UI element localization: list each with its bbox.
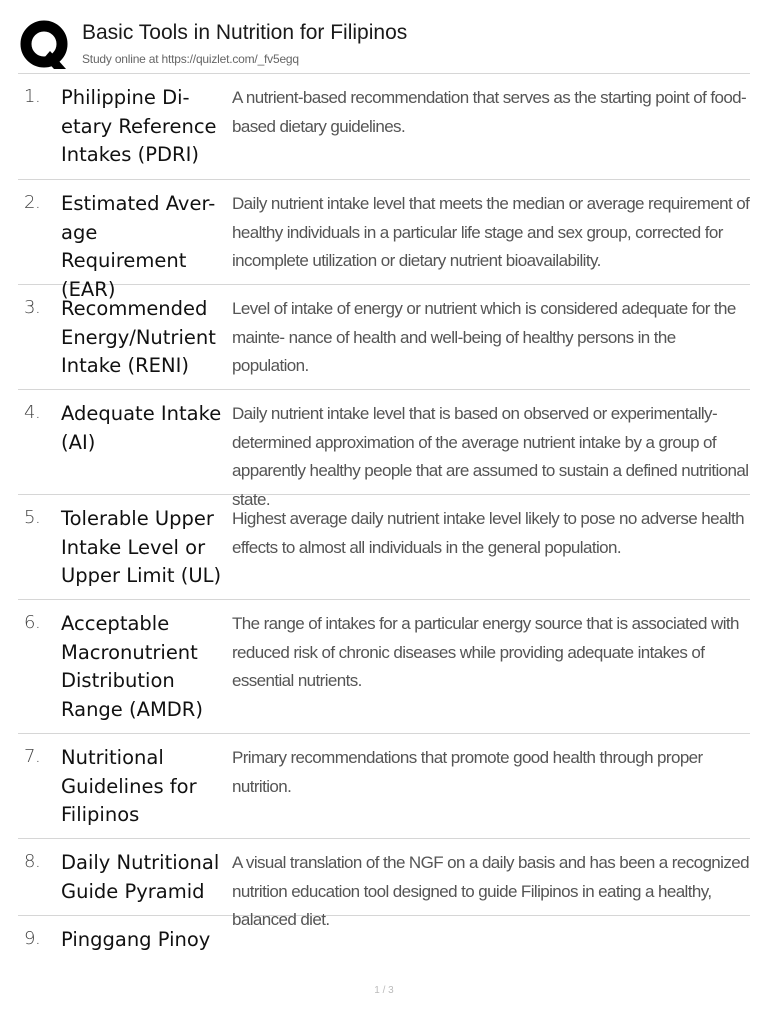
item-number: 4. <box>24 402 41 423</box>
list-item <box>18 390 750 509</box>
list-item <box>18 495 750 600</box>
item-number: 2. <box>24 192 41 213</box>
term: Philippine Di- etary Reference Intakes (PDRI) <box>61 86 217 166</box>
definition: Daily nutrient intake level that is based on observed or experimentally-determined approximation of the average nutrient intake by a group of apparently healthy people that are assumed to sustain a defined nutritional state. <box>232 404 749 509</box>
definition: Level of intake of energy or nutrient which is considered adequate for the mainte- nance of health and well-being of healthy persons in the population. <box>232 299 736 375</box>
item-number: 6. <box>24 612 41 633</box>
definition: Daily nutrient intake level that meets the median or average requirement of healthy individuals in a particular life stage and sex group, corrected for incomplete utilization or dietary nutrient bioavailability. <box>232 194 750 270</box>
item-number: 7. <box>24 746 41 767</box>
item-number: 3. <box>24 297 41 318</box>
list-item <box>18 180 750 301</box>
term: Nutritional Guidelines for Filipinos <box>61 746 197 826</box>
item-number: 9. <box>24 928 41 949</box>
definition: Primary recommendations that promote good health through proper nutrition. <box>232 748 703 796</box>
term: Adequate Intake (AI) <box>61 402 222 454</box>
page-indicator: 1 / 3 <box>374 985 394 996</box>
page-title: Basic Tools in Nutrition for Filipinos <box>82 21 408 44</box>
definition: Highest average daily nutrient intake level likely to pose no adverse health effects to almost all individuals in the general population. <box>232 509 744 557</box>
term: Recommended Energy/Nutrient Intake (RENI) <box>61 297 216 377</box>
item-number: 1. <box>24 86 41 107</box>
list-item <box>18 74 750 180</box>
term: Pinggang Pinoy <box>61 928 211 951</box>
definition: A visual translation of the NGF on a daily basis and has been a recognized nutrition education tool designed to guide Filipinos in eating a healthy, balanced diet. <box>232 853 749 929</box>
item-number: 5. <box>24 507 41 528</box>
item-number: 8. <box>24 851 41 872</box>
term: Daily Nutritional Guide Pyramid <box>61 851 220 903</box>
quizlet-logo-icon[interactable] <box>20 20 70 70</box>
flashcard-list <box>18 74 750 976</box>
list-item <box>18 916 750 976</box>
list-item <box>18 600 750 734</box>
definition: The range of intakes for a particular energy source that is associated with reduced risk of chronic diseases while providing adequate intakes of essential nutrients. <box>232 614 739 690</box>
list-item <box>18 839 750 929</box>
term: Tolerable Upper Intake Level or Upper Limit (UL) <box>61 507 222 587</box>
list-item <box>18 285 750 390</box>
study-online-link[interactable]: Study online at https://quizlet.com/_fv5egq <box>82 52 299 66</box>
page-header <box>18 16 750 74</box>
term: Estimated Aver- age Requirement (EAR) <box>61 192 216 301</box>
list-item <box>18 734 750 839</box>
term: Acceptable Macronutrient Distribution Range (AMDR) <box>61 612 203 721</box>
definition: A nutrient-based recommendation that serves as the starting point of food-based dietary guidelines. <box>232 88 747 136</box>
